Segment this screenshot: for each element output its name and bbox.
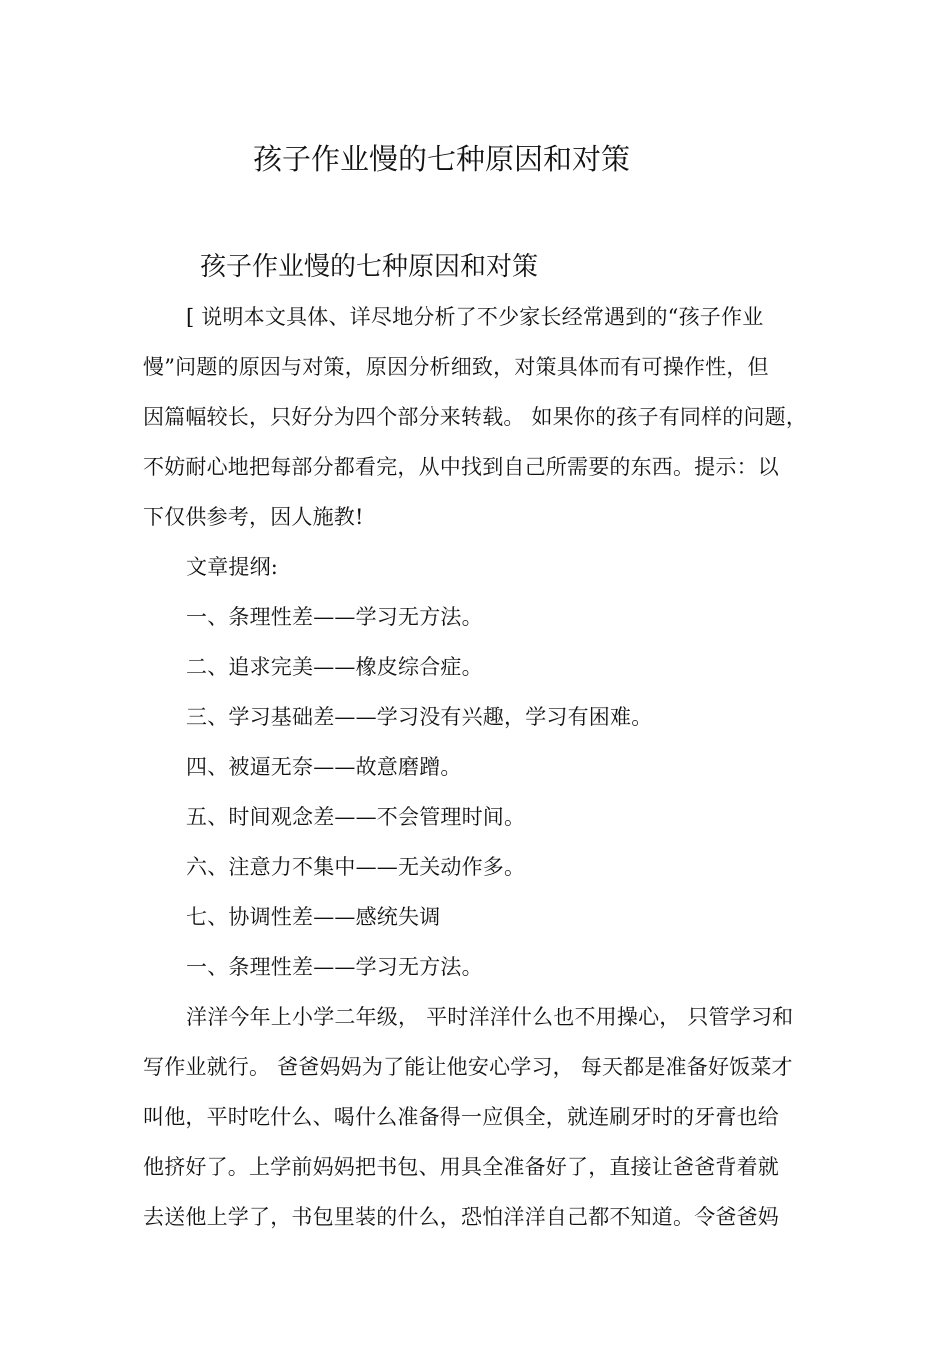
intro-line: 慢”问题的原因与对策，原因分析细致，对策具体而有可操作性，但 — [143, 355, 769, 379]
page-title: 孩子作业慢的七种原因和对策 — [253, 142, 631, 176]
body-line: 叫他，平时吃什么、喝什么准备得一应俱全，就连刷牙时的牙膏也给 — [143, 1105, 779, 1129]
body-line: 去送他上学了，书包里装的什么，恐怕洋洋自己都不知道。令爸爸妈 — [143, 1205, 779, 1229]
body-line: 写作业就行。 爸爸妈妈为了能让他安心学习， 每天都是准备好饭菜才 — [143, 1055, 793, 1079]
intro-line: 不妨耐心地把每部分都看完，从中找到自己所需要的东西。提示：以 — [143, 455, 779, 479]
outline-item: 七、协调性差——感统失调 — [186, 905, 441, 929]
intro-line: [ 说明本文具体、详尽地分析了不少家长经常遇到的“孩子作业 — [186, 305, 764, 329]
article-subtitle: 孩子作业慢的七种原因和对策 — [200, 252, 539, 282]
outline-item: 四、被逼无奈——故意磨蹭。 — [186, 755, 462, 779]
outline-item: 五、时间观念差——不会管理时间。 — [186, 805, 526, 829]
section-heading: 一、条理性差——学习无方法。 — [186, 955, 483, 979]
outline-item: 六、注意力不集中——无关动作多。 — [186, 855, 526, 879]
intro-line: 下仅供参考，因人施教! — [143, 505, 364, 529]
outline-item: 二、追求完美——橡皮综合症。 — [186, 655, 483, 679]
outline-heading: 文章提纲: — [186, 555, 279, 579]
body-line: 洋洋今年上小学二年级， 平时洋洋什么也不用操心， 只管学习和 — [186, 1005, 794, 1029]
outline-item: 一、条理性差——学习无方法。 — [186, 605, 483, 629]
intro-line: 因篇幅较长，只好分为四个部分来转载。 如果你的孩子有同样的问题， — [143, 405, 808, 429]
body-line: 他挤好了。上学前妈妈把书包、用具全准备好了，直接让爸爸背着就 — [143, 1155, 779, 1179]
outline-item: 三、学习基础差——学习没有兴趣，学习有困难。 — [186, 705, 653, 729]
